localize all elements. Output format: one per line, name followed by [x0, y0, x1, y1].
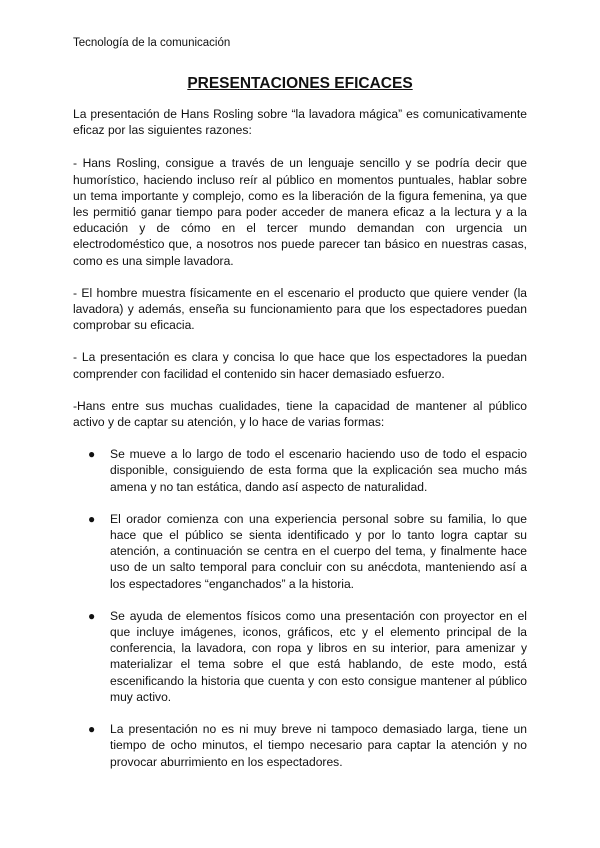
bullet-item — [73, 446, 527, 495]
document-title: PRESENTACIONES EFICACES — [187, 75, 413, 92]
bullet-text: La presentación no es ni muy breve ni tampoco demasiado larga, tiene un tiempo de ocho minutos, el tiempo necesario para captar la atención y no provocar aburrimiento en los espectadores. — [110, 722, 527, 769]
bullet-dot-icon: ● — [88, 608, 96, 623]
reason-paragraph: - El hombre muestra físicamente en el escenario el producto que quiere vender (la lavadora) y además, enseña su funcionamiento para que los espectadores puedan comprobar su eficacia. — [73, 285, 527, 333]
bullet-dot-icon: ● — [88, 447, 96, 462]
bullet-text: Se ayuda de elementos físicos como una presentación con proyector en el que incluye imágenes, iconos, gráficos, etc y el elemento principal de la conferencia, la lavadora, con ropa y libros en su interior, para amenizar y materializar el tema sobre el que está hablando, de este modo, está escenificando la historia que cuenta y con esto consigue mantener al público muy activo. — [110, 608, 527, 704]
page-header: Tecnología de la comunicación — [73, 37, 231, 49]
bullet-text: Se mueve a lo largo de todo el escenario haciendo uso de todo el espacio disponible, consiguiendo de esta forma que la explicación sea mucho más amena y no tan estática, dando así aspecto de naturalidad. — [110, 447, 527, 494]
bullet-dot-icon: ● — [88, 722, 96, 737]
bullet-dot-icon: ● — [88, 511, 96, 526]
reason-paragraph: -Hans entre sus muchas cualidades, tiene la capacidad de mantener al público activo y de captar su atención, y lo hace de varias formas: — [73, 398, 527, 430]
reason-paragraph: - La presentación es clara y concisa lo que hace que los espectadores la puedan comprender con facilidad el contenido sin hacer demasiado esfuerzo. — [73, 350, 527, 381]
intro-paragraph: La presentación de Hans Rosling sobre “la lavadora mágica” es comunicativamente eficaz por las siguientes razones: — [73, 107, 527, 138]
bullet-item — [73, 721, 527, 770]
reason-paragraph: - Hans Rosling, consigue a través de un lenguaje sencillo y se podría decir que humorístico, haciendo incluso reír al público en momentos puntuales, hablar sobre un tema importante y complejo, como es la liberación de la figura femenina, ya que les permitió ganar tiempo para poder acceder de manera eficaz a la lectura y a la educación y de cómo en el tercer mundo demandan con urgencia un electrodoméstico que, a nosotros nos puede parecer tan básico en nuestras casas, como es una simple lavadora. — [73, 156, 527, 268]
bullet-text: El orador comienza con una experiencia personal sobre su familia, lo que hace que el público se sienta identificado y por lo tanto logra captar su atención, a continuación se centra en el cuerpo del tema, y finalmente hace uso de un salto temporal para concluir con su anécdota, manteniendo así a los espectadores “enganchados” a la historia. — [110, 511, 527, 591]
bullet-list — [73, 446, 527, 769]
bullet-item — [73, 608, 527, 705]
bullet-item — [73, 511, 527, 592]
